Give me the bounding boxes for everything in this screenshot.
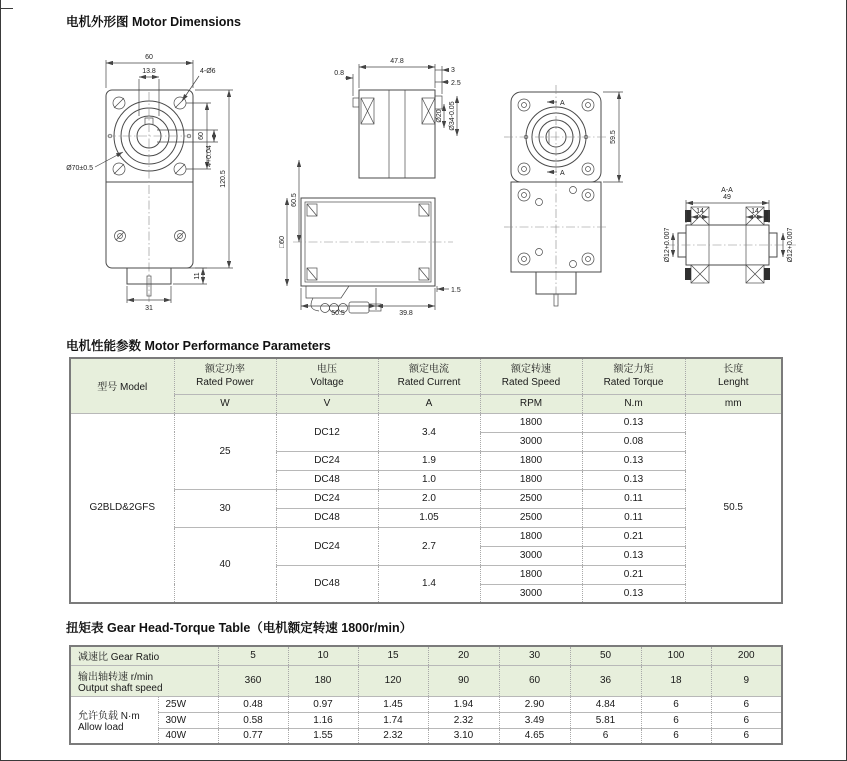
speed-cell: 1800 (480, 413, 582, 432)
torque-cell: 0.13 (582, 584, 685, 603)
voltage-cell: DC48 (276, 565, 378, 603)
section-title-motor-dimensions: 电机外形图 Motor Dimensions (66, 15, 242, 29)
performance-table (69, 357, 783, 604)
current-cell: 1.4 (378, 565, 480, 603)
dim-label: 4+0.04 (206, 145, 213, 167)
label-cn: 允许负载 N·m (78, 710, 140, 722)
model-header: 型号 Model (70, 358, 174, 413)
dim-label: 14 (751, 208, 759, 215)
speed-cell: 1800 (480, 451, 582, 470)
load-cell: 6 (711, 696, 782, 712)
section-title-performance: 电机性能参数 Motor Performance Parameters (66, 339, 331, 353)
dim-label: 0.8 (334, 70, 344, 77)
current-cell: 2.0 (378, 489, 480, 508)
front-view-drawing (66, 54, 233, 312)
dim-label: 1.5 (451, 287, 461, 294)
speed-cell: 2500 (480, 508, 582, 527)
load-cell: 0.58 (218, 712, 288, 728)
voltage-cell: DC24 (276, 451, 378, 470)
current-cell: 1.9 (378, 451, 480, 470)
current-header (378, 358, 480, 394)
gear-ratio-cell: 10 (288, 646, 358, 665)
dim-label: 60 (198, 132, 205, 140)
dim-label: 39.8 (399, 310, 413, 317)
dim-label: 49 (723, 194, 731, 201)
shaft-speed-cell: 36 (570, 665, 641, 696)
header-cn: 额定功率 (205, 364, 245, 376)
shaft-speed-cell: 360 (218, 665, 288, 696)
dim-label: Ø70±0.5 (66, 165, 93, 172)
section-aa-drawing (664, 187, 796, 283)
torque-cell: 0.11 (582, 508, 685, 527)
header-en: Rated Speed (501, 377, 561, 389)
torque-cell: 0.11 (582, 489, 685, 508)
header-cn: 长度 (723, 364, 744, 376)
load-cell: 4.65 (499, 728, 570, 744)
torque-unit: N.m (582, 394, 685, 413)
gear-ratio-label: 减速比 Gear Ratio (70, 646, 218, 665)
gear-torque-table (69, 645, 783, 745)
load-cell: 1.94 (428, 696, 499, 712)
header-en: Voltage (310, 377, 344, 389)
dim-label: 14 (696, 208, 704, 215)
header-en: Rated Current (397, 377, 461, 389)
torque-header (582, 358, 685, 394)
load-cell: 5.81 (570, 712, 641, 728)
load-cell: 6 (641, 696, 711, 712)
header-cn: 电压 (317, 364, 337, 376)
voltage-cell: DC24 (276, 489, 378, 508)
speed-cell: 3000 (480, 432, 582, 451)
shaft-speed-cell: 60 (499, 665, 570, 696)
dim-label: 11 (194, 272, 201, 280)
load-cell: 6 (641, 712, 711, 728)
current-cell: 3.4 (378, 413, 480, 451)
header-cn: 额定电流 (409, 364, 449, 376)
rear-view-drawing (504, 85, 623, 306)
dim-label: Ø12+0.007 (664, 227, 671, 263)
allow-load-row (70, 728, 782, 744)
dim-label: 4-Ø6 (200, 68, 216, 75)
model-cell: G2BLD&2GFS (70, 413, 174, 603)
power-cell: 25 (174, 413, 276, 489)
torque-cell: 0.13 (582, 451, 685, 470)
load-cell: 3.10 (428, 728, 499, 744)
header-cn: 额定转速 (511, 364, 551, 376)
load-cell: 0.97 (288, 696, 358, 712)
header-en: Rated Power (196, 377, 254, 389)
speed-header (480, 358, 582, 394)
gear-ratio-cell: 100 (641, 646, 711, 665)
gear-ratio-cell: 5 (218, 646, 288, 665)
voltage-cell: DC12 (276, 413, 378, 451)
current-cell: 1.05 (378, 508, 480, 527)
dim-label: Ø34-0.05 (449, 101, 456, 131)
load-cell: 2.32 (428, 712, 499, 728)
shaft-speed-cell: 18 (641, 665, 711, 696)
load-cell: 2.90 (499, 696, 570, 712)
dim-label: 13.8 (142, 68, 156, 75)
dim-label: 60.5 (291, 193, 298, 207)
allow-load-row (70, 712, 782, 728)
dim-label: 31 (145, 305, 153, 312)
allow-load-row (70, 696, 782, 712)
load-cell: 4.84 (570, 696, 641, 712)
load-cell: 6 (570, 728, 641, 744)
section-mark-label: A (560, 170, 565, 177)
dim-label: □60 (279, 235, 286, 249)
speed-cell: 3000 (480, 546, 582, 565)
power-row-label: 25W (158, 696, 218, 712)
voltage-unit: V (276, 394, 378, 413)
speed-cell: 1800 (480, 470, 582, 489)
load-cell: 6 (711, 728, 782, 744)
speed-cell: 1800 (480, 565, 582, 584)
load-cell: 3.49 (499, 712, 570, 728)
power-unit: W (174, 394, 276, 413)
load-cell: 0.77 (218, 728, 288, 744)
load-cell: 1.55 (288, 728, 358, 744)
power-cell: 30 (174, 489, 276, 527)
header-row (70, 358, 782, 394)
torque-cell: 0.13 (582, 470, 685, 489)
shaft-speed-cell: 120 (358, 665, 428, 696)
gear-ratio-cell: 200 (711, 646, 782, 665)
torque-cell: 0.21 (582, 565, 685, 584)
shaft-speed-row (70, 665, 782, 696)
voltage-cell: DC24 (276, 527, 378, 565)
load-cell: 2.32 (358, 728, 428, 744)
table-row (70, 413, 782, 432)
gear-ratio-cell: 15 (358, 646, 428, 665)
current-cell: 2.7 (378, 527, 480, 565)
motor-dimension-drawings (61, 40, 821, 335)
load-cell: 6 (711, 712, 782, 728)
label-cn: 输出轴转速 r/min (78, 671, 153, 683)
dim-label: 50.5 (331, 310, 345, 317)
speed-cell: 1800 (480, 527, 582, 546)
length-cell: 50.5 (685, 413, 782, 603)
load-cell: 6 (641, 728, 711, 744)
section-title-label: A-A (721, 187, 733, 194)
side-view-drawing (279, 58, 461, 317)
load-cell: 1.45 (358, 696, 428, 712)
header-en: Rated Torque (603, 377, 664, 389)
table-row (70, 489, 782, 508)
table-row (70, 527, 782, 546)
torque-cell: 0.13 (582, 546, 685, 565)
load-cell: 0.48 (218, 696, 288, 712)
gear-ratio-cell: 20 (428, 646, 499, 665)
power-row-label: 40W (158, 728, 218, 744)
shaft-speed-cell: 180 (288, 665, 358, 696)
gear-ratio-row (70, 646, 782, 665)
header-en: Lenght (717, 377, 749, 389)
power-cell: 40 (174, 527, 276, 603)
current-unit: A (378, 394, 480, 413)
torque-cell: 0.21 (582, 527, 685, 546)
dim-label: Ø12+0.007 (787, 227, 794, 263)
speed-unit: RPM (480, 394, 582, 413)
dim-label: 120.5 (220, 170, 227, 188)
page-border-stub (1, 8, 13, 9)
gear-ratio-cell: 50 (570, 646, 641, 665)
unit-row (70, 394, 782, 413)
voltage-header (276, 358, 378, 394)
section-mark-label: A (560, 100, 565, 107)
dim-label: 2.5 (451, 80, 461, 87)
label-en: Allow load (78, 721, 124, 733)
power-header (174, 358, 276, 394)
gear-ratio-cell: 30 (499, 646, 570, 665)
speed-cell: 3000 (480, 584, 582, 603)
allow-load-label (70, 696, 158, 744)
torque-cell: 0.13 (582, 413, 685, 432)
shaft-speed-cell: 90 (428, 665, 499, 696)
dim-label: 3 (451, 67, 455, 74)
shaft-speed-cell: 9 (711, 665, 782, 696)
current-cell: 1.0 (378, 470, 480, 489)
dim-label: Ø20 (436, 109, 443, 123)
speed-cell: 2500 (480, 489, 582, 508)
header-cn: 额定力矩 (613, 364, 654, 376)
length-unit: mm (685, 394, 782, 413)
voltage-cell: DC48 (276, 470, 378, 489)
shaft-speed-label (70, 665, 218, 696)
dim-label: 60 (145, 54, 153, 61)
dim-label: 47.8 (390, 58, 404, 65)
torque-cell: 0.08 (582, 432, 685, 451)
voltage-cell: DC48 (276, 508, 378, 527)
load-cell: 1.74 (358, 712, 428, 728)
power-row-label: 30W (158, 712, 218, 728)
length-header (685, 358, 782, 394)
dim-label: 59.5 (610, 130, 617, 144)
section-title-torque-table: 扭矩表 Gear Head-Torque Table（电机额定转速 1800r/min） (66, 621, 413, 635)
load-cell: 1.16 (288, 712, 358, 728)
label-en: Output shaft speed (78, 682, 163, 694)
